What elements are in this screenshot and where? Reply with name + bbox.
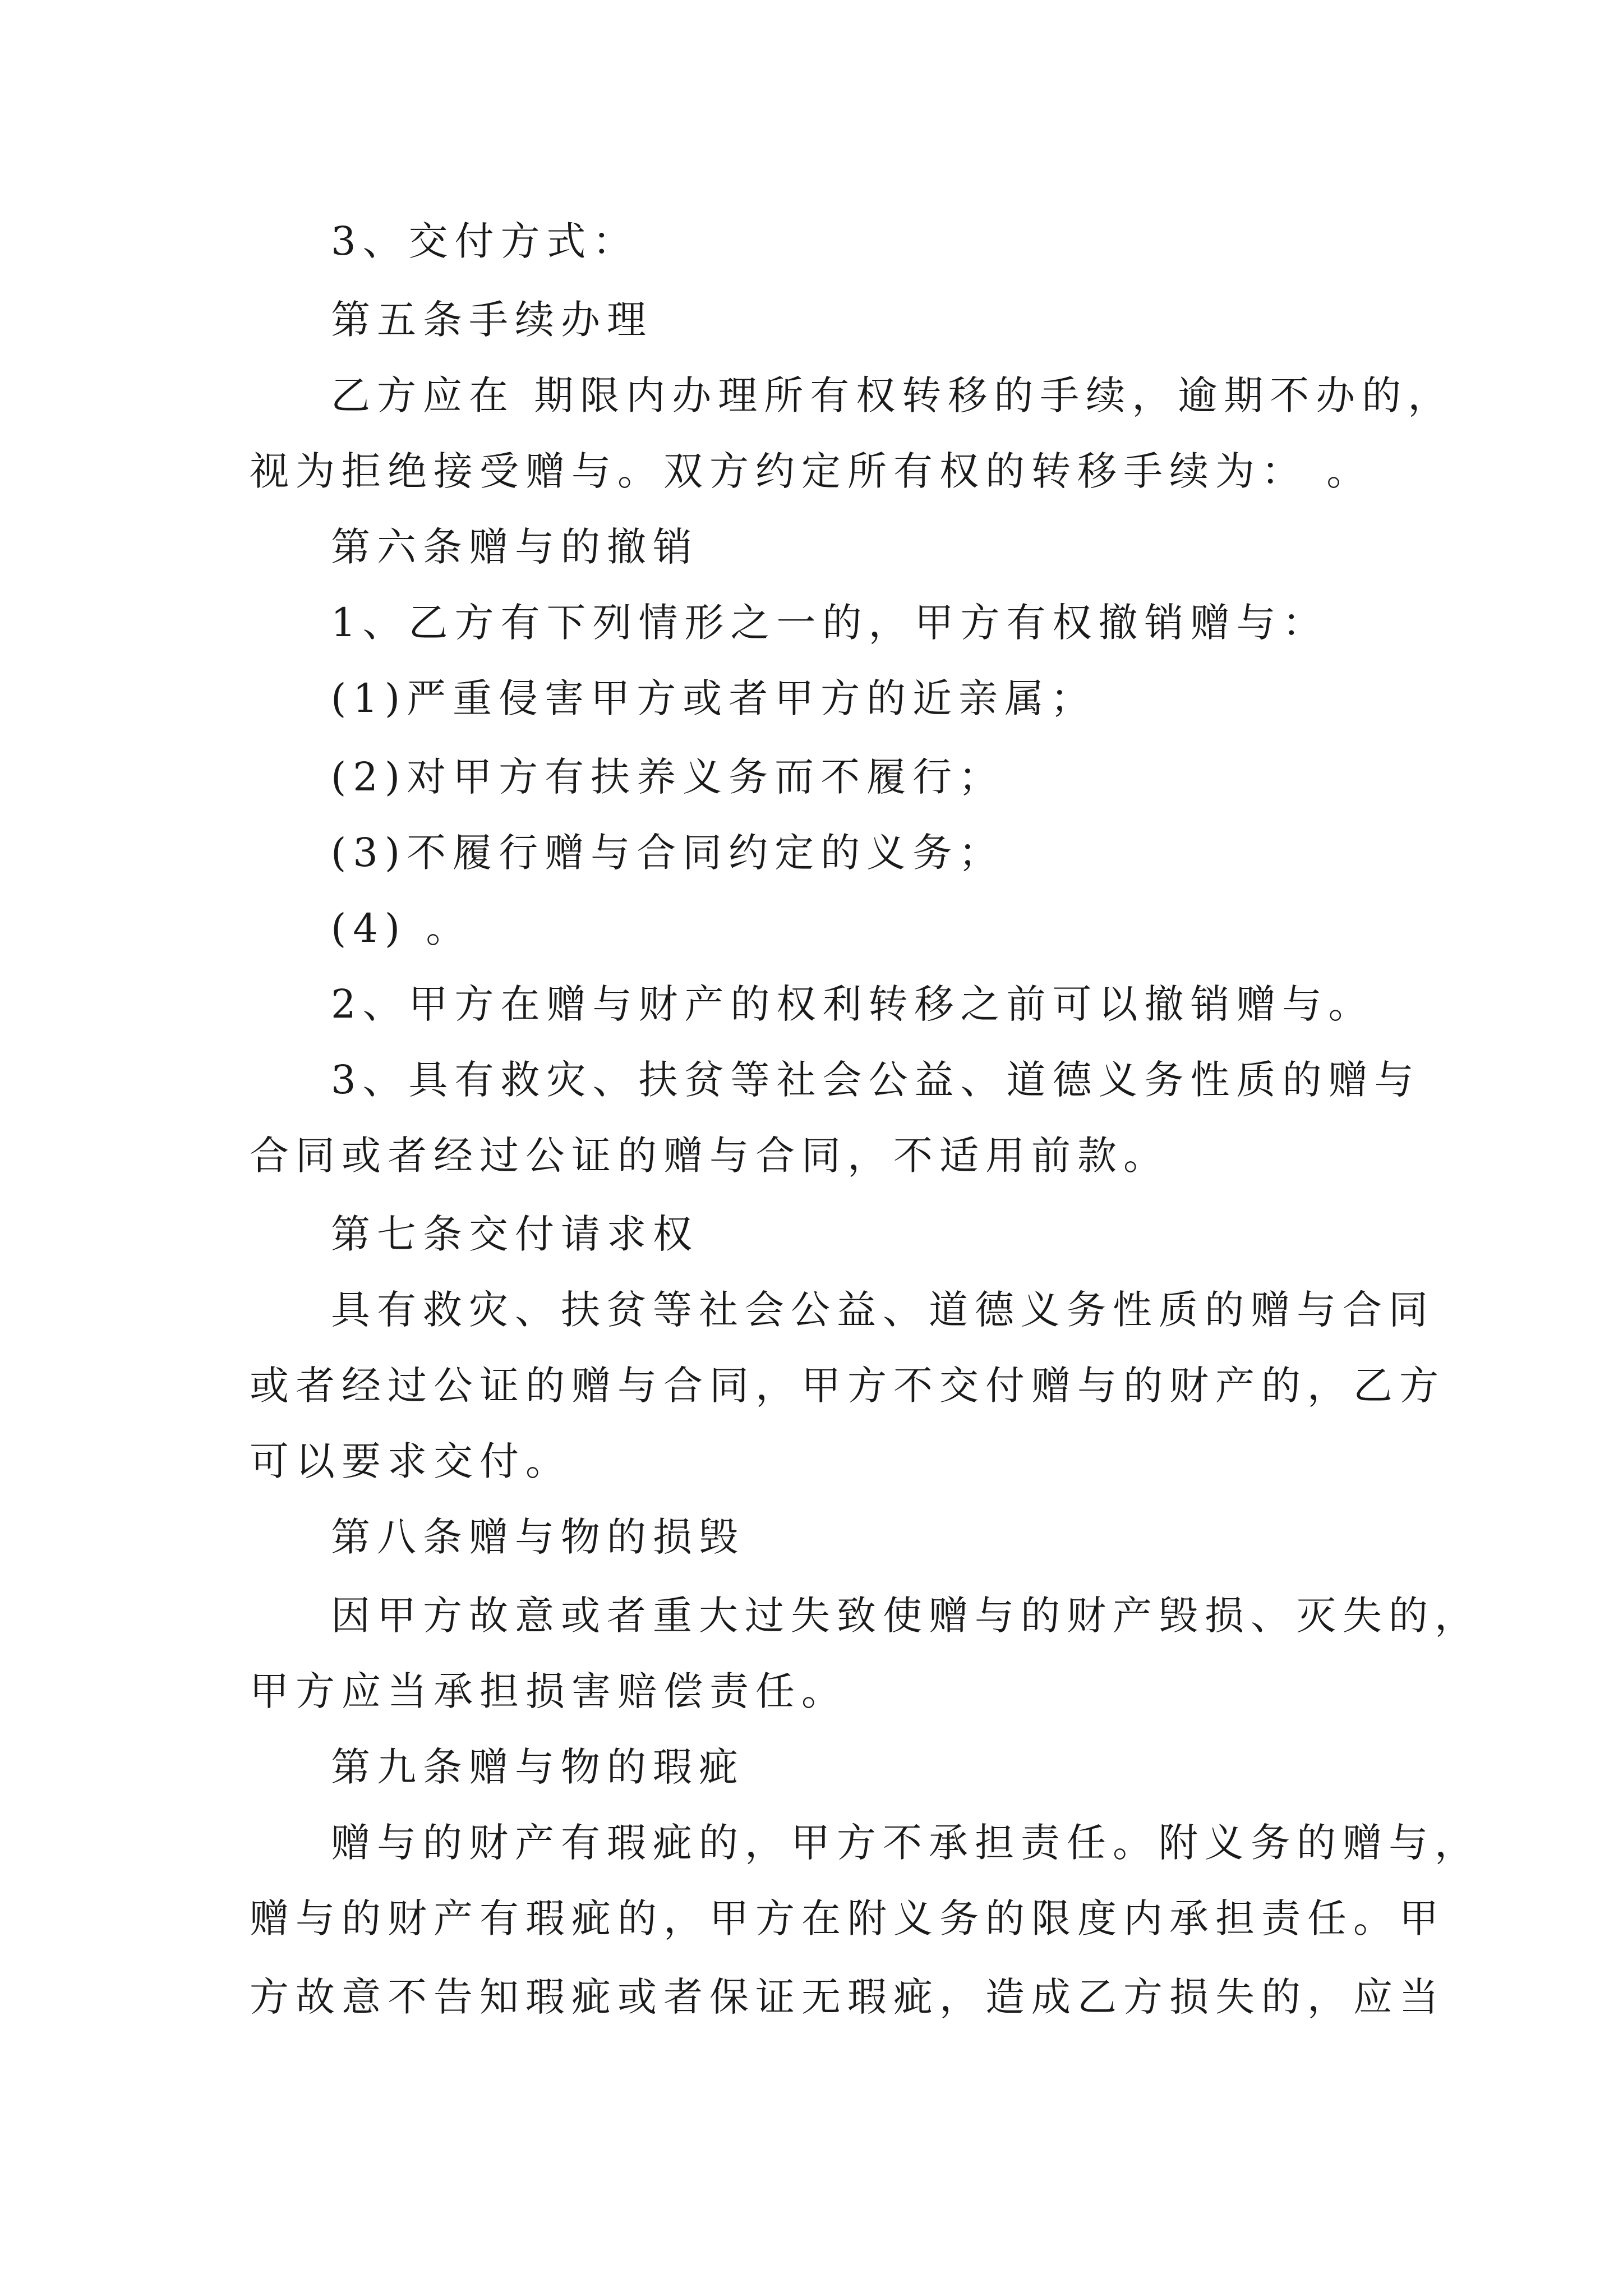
paragraph-line: 合同或者经过公证的赠与合同，不适用前款。 (250, 1133, 1169, 1179)
article-8-heading: 第八条赠与物的损毁 (331, 1514, 745, 1560)
paragraph-line: 甲方应当承担损害赔偿责任。 (250, 1668, 847, 1714)
paragraph-line: 可以要求交付。 (250, 1438, 571, 1484)
delivery-method-line: 3、交付方式： (331, 218, 639, 264)
paragraph-line: 赠与的财产有瑕疵的，甲方不承担责任。附义务的赠与， (331, 1820, 1481, 1866)
list-item: (3)不履行赠与合同约定的义务； (331, 830, 1005, 876)
article-9-heading: 第九条赠与物的瑕疵 (331, 1744, 745, 1790)
paragraph-line: 赠与的财产有瑕疵的，甲方在附义务的限度内承担责任。甲 (250, 1895, 1445, 1941)
paragraph-line: 因甲方故意或者重大过失致使赠与的财产毁损、灭失的， (331, 1593, 1481, 1639)
paragraph-line: 方故意不告知瑕疵或者保证无瑕疵，造成乙方损失的，应当 (250, 1974, 1445, 2020)
list-item: (1)严重侵害甲方或者甲方的近亲属； (331, 675, 1097, 721)
paragraph-line: 乙方应在 期限内办理所有权转移的手续，逾期不办的， (331, 372, 1454, 418)
list-item: (2)对甲方有扶养义务而不履行； (331, 754, 1005, 800)
paragraph-line: 具有救灾、扶贫等社会公益、道德义务性质的赠与合同 (331, 1287, 1435, 1333)
list-item: 3、具有救灾、扶贫等社会公益、道德义务性质的赠与 (331, 1057, 1421, 1103)
article-6-heading: 第六条赠与的撤销 (331, 524, 699, 570)
paragraph-line: 或者经过公证的赠与合同，甲方不交付赠与的财产的，乙方 (250, 1363, 1445, 1409)
paragraph-line: 视为拒绝接受赠与。双方约定所有权的转移手续为： 。 (250, 448, 1373, 494)
article-5-heading: 第五条手续办理 (331, 297, 653, 343)
article-7-heading: 第七条交付请求权 (331, 1211, 699, 1257)
list-item: 1、乙方有下列情形之一的，甲方有权撤销赠与： (331, 600, 1329, 646)
list-item: 2、甲方在赠与财产的权利转移之前可以撤销赠与。 (331, 981, 1375, 1027)
list-item: (4) 。 (331, 905, 472, 951)
